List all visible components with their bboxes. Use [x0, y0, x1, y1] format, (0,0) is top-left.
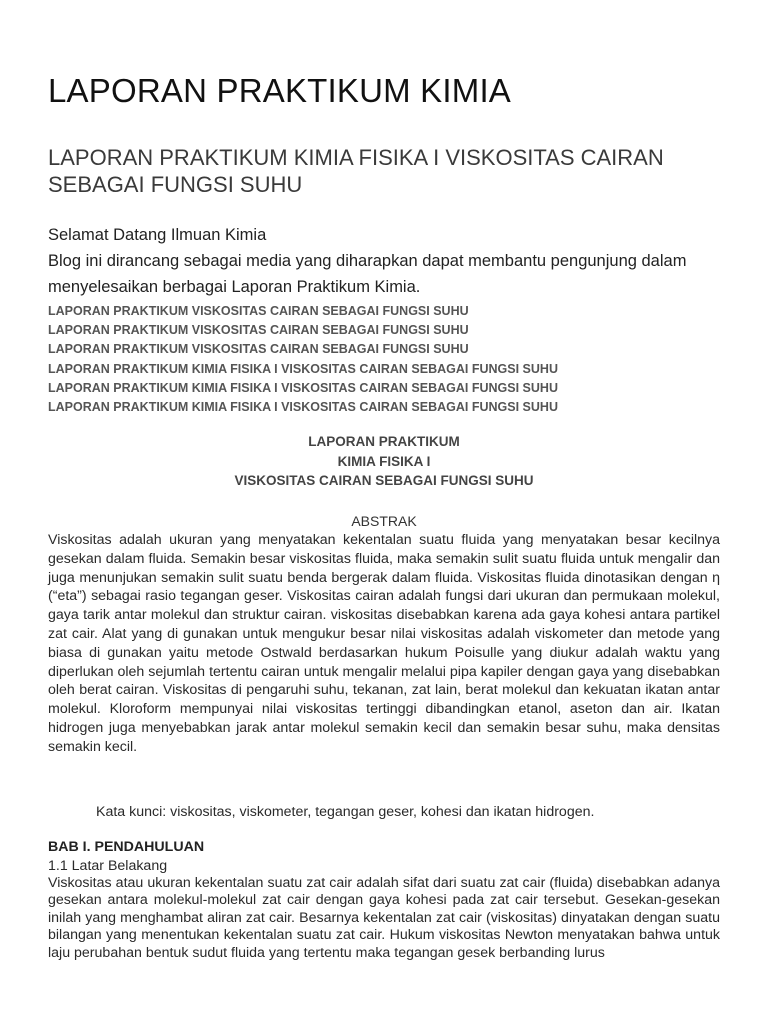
related-links: [48, 302, 720, 417]
section-title: 1.1 Latar Belakang: [48, 858, 168, 874]
related-link[interactable]: LAPORAN PRAKTIKUM KIMIA FISIKA I VISKOSITAS CAIRAN SEBAGAI FUNGSI SUHU: [48, 400, 558, 415]
related-link[interactable]: LAPORAN PRAKTIKUM VISKOSITAS CAIRAN SEBAGAI FUNGSI SUHU: [48, 342, 469, 357]
related-link[interactable]: LAPORAN PRAKTIKUM VISKOSITAS CAIRAN SEBAGAI FUNGSI SUHU: [48, 323, 469, 338]
page-title: LAPORAN PRAKTIKUM KIMIA: [48, 72, 512, 109]
chapter-title: BAB I. PENDAHULUAN: [48, 839, 205, 855]
report-heading: [48, 432, 720, 491]
report-heading-line: KIMIA FISIKA I: [337, 453, 431, 469]
related-link[interactable]: LAPORAN PRAKTIKUM VISKOSITAS CAIRAN SEBAGAI FUNGSI SUHU: [48, 304, 469, 318]
blog-intro: [48, 222, 720, 300]
abstract-title: ABSTRAK: [351, 513, 417, 529]
report-heading-line: VISKOSITAS CAIRAN SEBAGAI FUNGSI SUHU: [234, 473, 534, 488]
blog-description: Blog ini dirancang sebagai media yang diharapkan dapat membantu pengunjung dalam menyelesaikan berbagai Laporan Praktikum Kimia.: [48, 252, 687, 296]
keywords-text: Kata kunci: viskositas, viskometer, tegangan geser, kohesi dan ikatan hidrogen.: [96, 804, 595, 820]
post-title[interactable]: LAPORAN PRAKTIKUM KIMIA FISIKA I VISKOSITAS CAIRAN SEBAGAI FUNGSI SUHU: [48, 145, 664, 197]
related-link[interactable]: LAPORAN PRAKTIKUM KIMIA FISIKA I VISKOSITAS CAIRAN SEBAGAI FUNGSI SUHU: [48, 380, 558, 395]
abstract-text: Viskositas adalah ukuran yang menyatakan kekentalan suatu fluida yang menyatakan besar kecilnya gesekan dalam fluida. Semakin besar viskositas fluida, maka semakin sulit suatu fluida untuk mengalir dan juga menunjukan semakin sulit suatu benda bergerak dalam fluida. Viskositas fluida dinotasikan dengan η (“eta”) sebagai rasio tegangan geser. Viskositas cairan adalah fungsi dari ukuran dan permukaan molekul, gaya tarik antar molekul dan struktur cairan. viskositas disebabkan karena ada gaya kohesi antara partikel zat cair. Alat yang di gunakan untuk mengukur besar nilai viskositas adalah viskometer dan metode yang biasa di gunakan yaitu metode Ostwald berdasarkan hukum Poisulle yang diukur adalah waktu yang diperlukan oleh sejumlah tertentu cairan untuk mengalir melalui pipa kapiler dengan gaya yang disebabkan oleh berat cairan. Viskositas di pengaruhi suhu, tekanan, zat lain, berat molekul dan kekuatan ikatan antar molekul. Kloroform mempunyai nilai viskositas tertinggi dibandingkan etanol, aseton dan air. Ikatan hidrogen juga menyebabkan jarak antar molekul semakin kecil dan semakin besar suhu, maka densitas semakin kecil.: [48, 532, 720, 755]
chapter-body-text: Viskositas atau ukuran kekentalan suatu zat cair adalah sifat dari suatu zat cair (fluida) disebabkan adanya gesekan antara molekul-molekul zat cair dengan gaya kohesi pada zat cair tersebut. Gesekan-gesekan inilah yang menghambat aliran zat cair. Besarnya kekentalan zat cair (viskositas) dinyatakan dengan suatu bilangan yang menentukan kekentalan suatu zat cair. Hukum viskositas Newton menyatakan bahwa untuk laju perubahan bentuk sudut fluida yang tertentu maka tegangan gesek berbanding lurus: [48, 875, 720, 961]
welcome-text: Selamat Datang Ilmuan Kimia: [48, 226, 267, 244]
related-link[interactable]: LAPORAN PRAKTIKUM KIMIA FISIKA I VISKOSITAS CAIRAN SEBAGAI FUNGSI SUHU: [48, 361, 558, 376]
report-heading-line: LAPORAN PRAKTIKUM: [308, 434, 460, 449]
